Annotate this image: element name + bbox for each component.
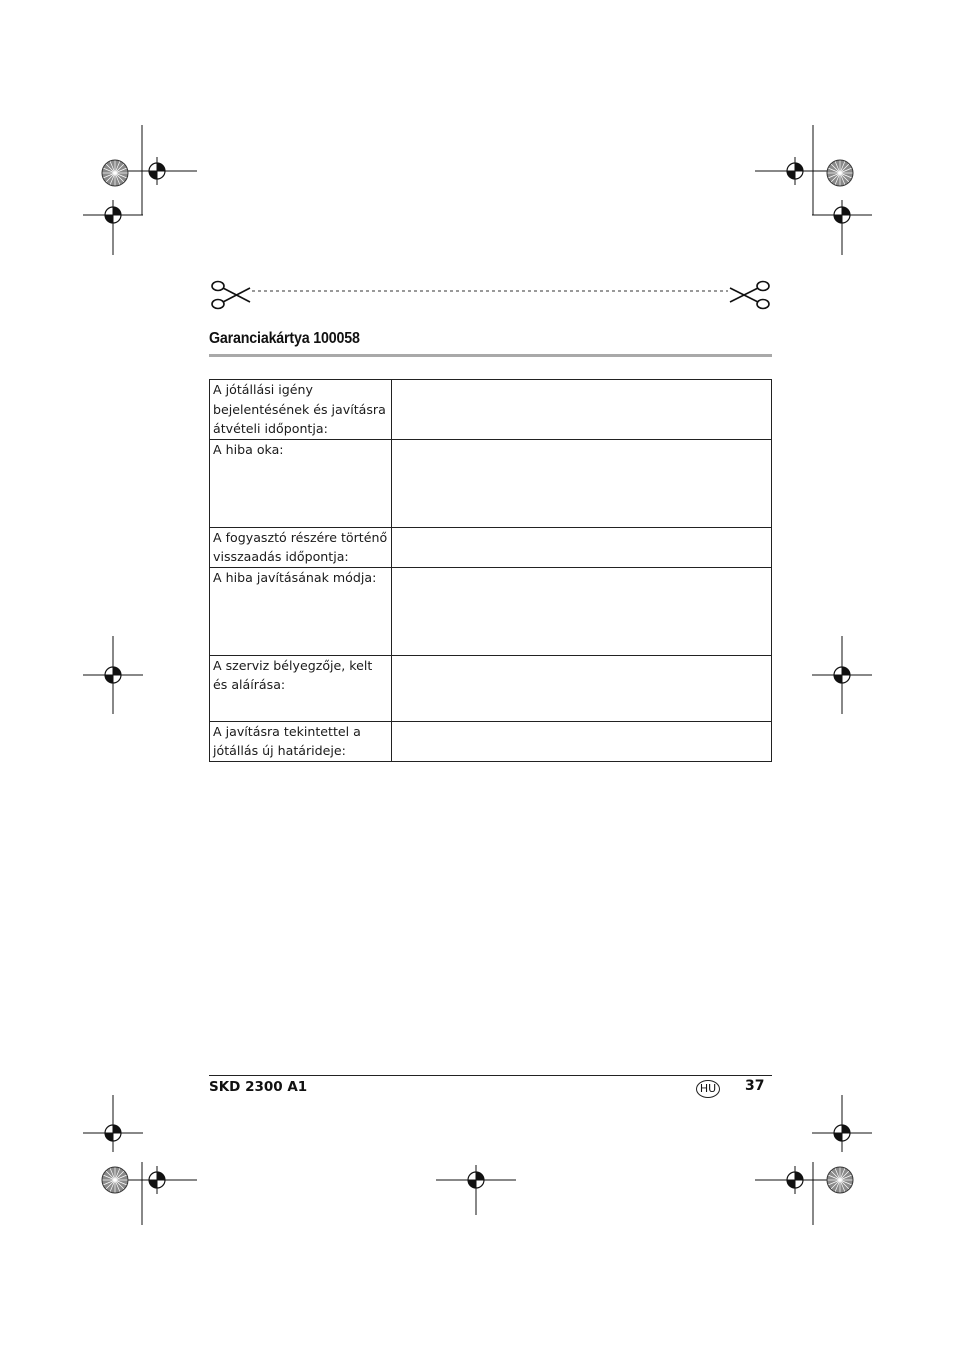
table-row	[210, 439, 772, 527]
table-row	[210, 655, 772, 721]
scissors-icon	[730, 282, 769, 309]
row-value	[392, 380, 772, 440]
row-value	[392, 567, 772, 655]
row-value	[392, 721, 772, 761]
table-row	[210, 380, 772, 440]
table-row	[210, 527, 772, 567]
footer-model: SKD 2300 A1	[209, 1079, 308, 1095]
title-divider	[209, 354, 772, 357]
table-row	[210, 567, 772, 655]
footer-divider	[209, 1075, 772, 1076]
row-value	[392, 439, 772, 527]
row-label: A javításra tekintettel a jótállás új határideje:	[210, 721, 392, 761]
page-title: Garanciakártya 100058	[209, 330, 360, 347]
guarantee-card-table	[209, 379, 772, 762]
language-badge: HU	[696, 1080, 720, 1098]
page-number: 37	[745, 1078, 765, 1094]
row-value	[392, 655, 772, 721]
row-label: A szerviz bélyegzője, kelt és aláírása:	[210, 655, 392, 721]
table-row	[210, 721, 772, 761]
row-label: A jótállási igény bejelentésének és javításra átvételi időpontja:	[210, 380, 392, 440]
row-label: A hiba oka:	[210, 439, 392, 527]
scissors-icon	[212, 282, 250, 309]
row-value	[392, 527, 772, 567]
cut-line	[208, 278, 773, 314]
row-label: A fogyasztó részére történő visszaadás időpontja:	[210, 527, 392, 567]
row-label: A hiba javításának módja:	[210, 567, 392, 655]
